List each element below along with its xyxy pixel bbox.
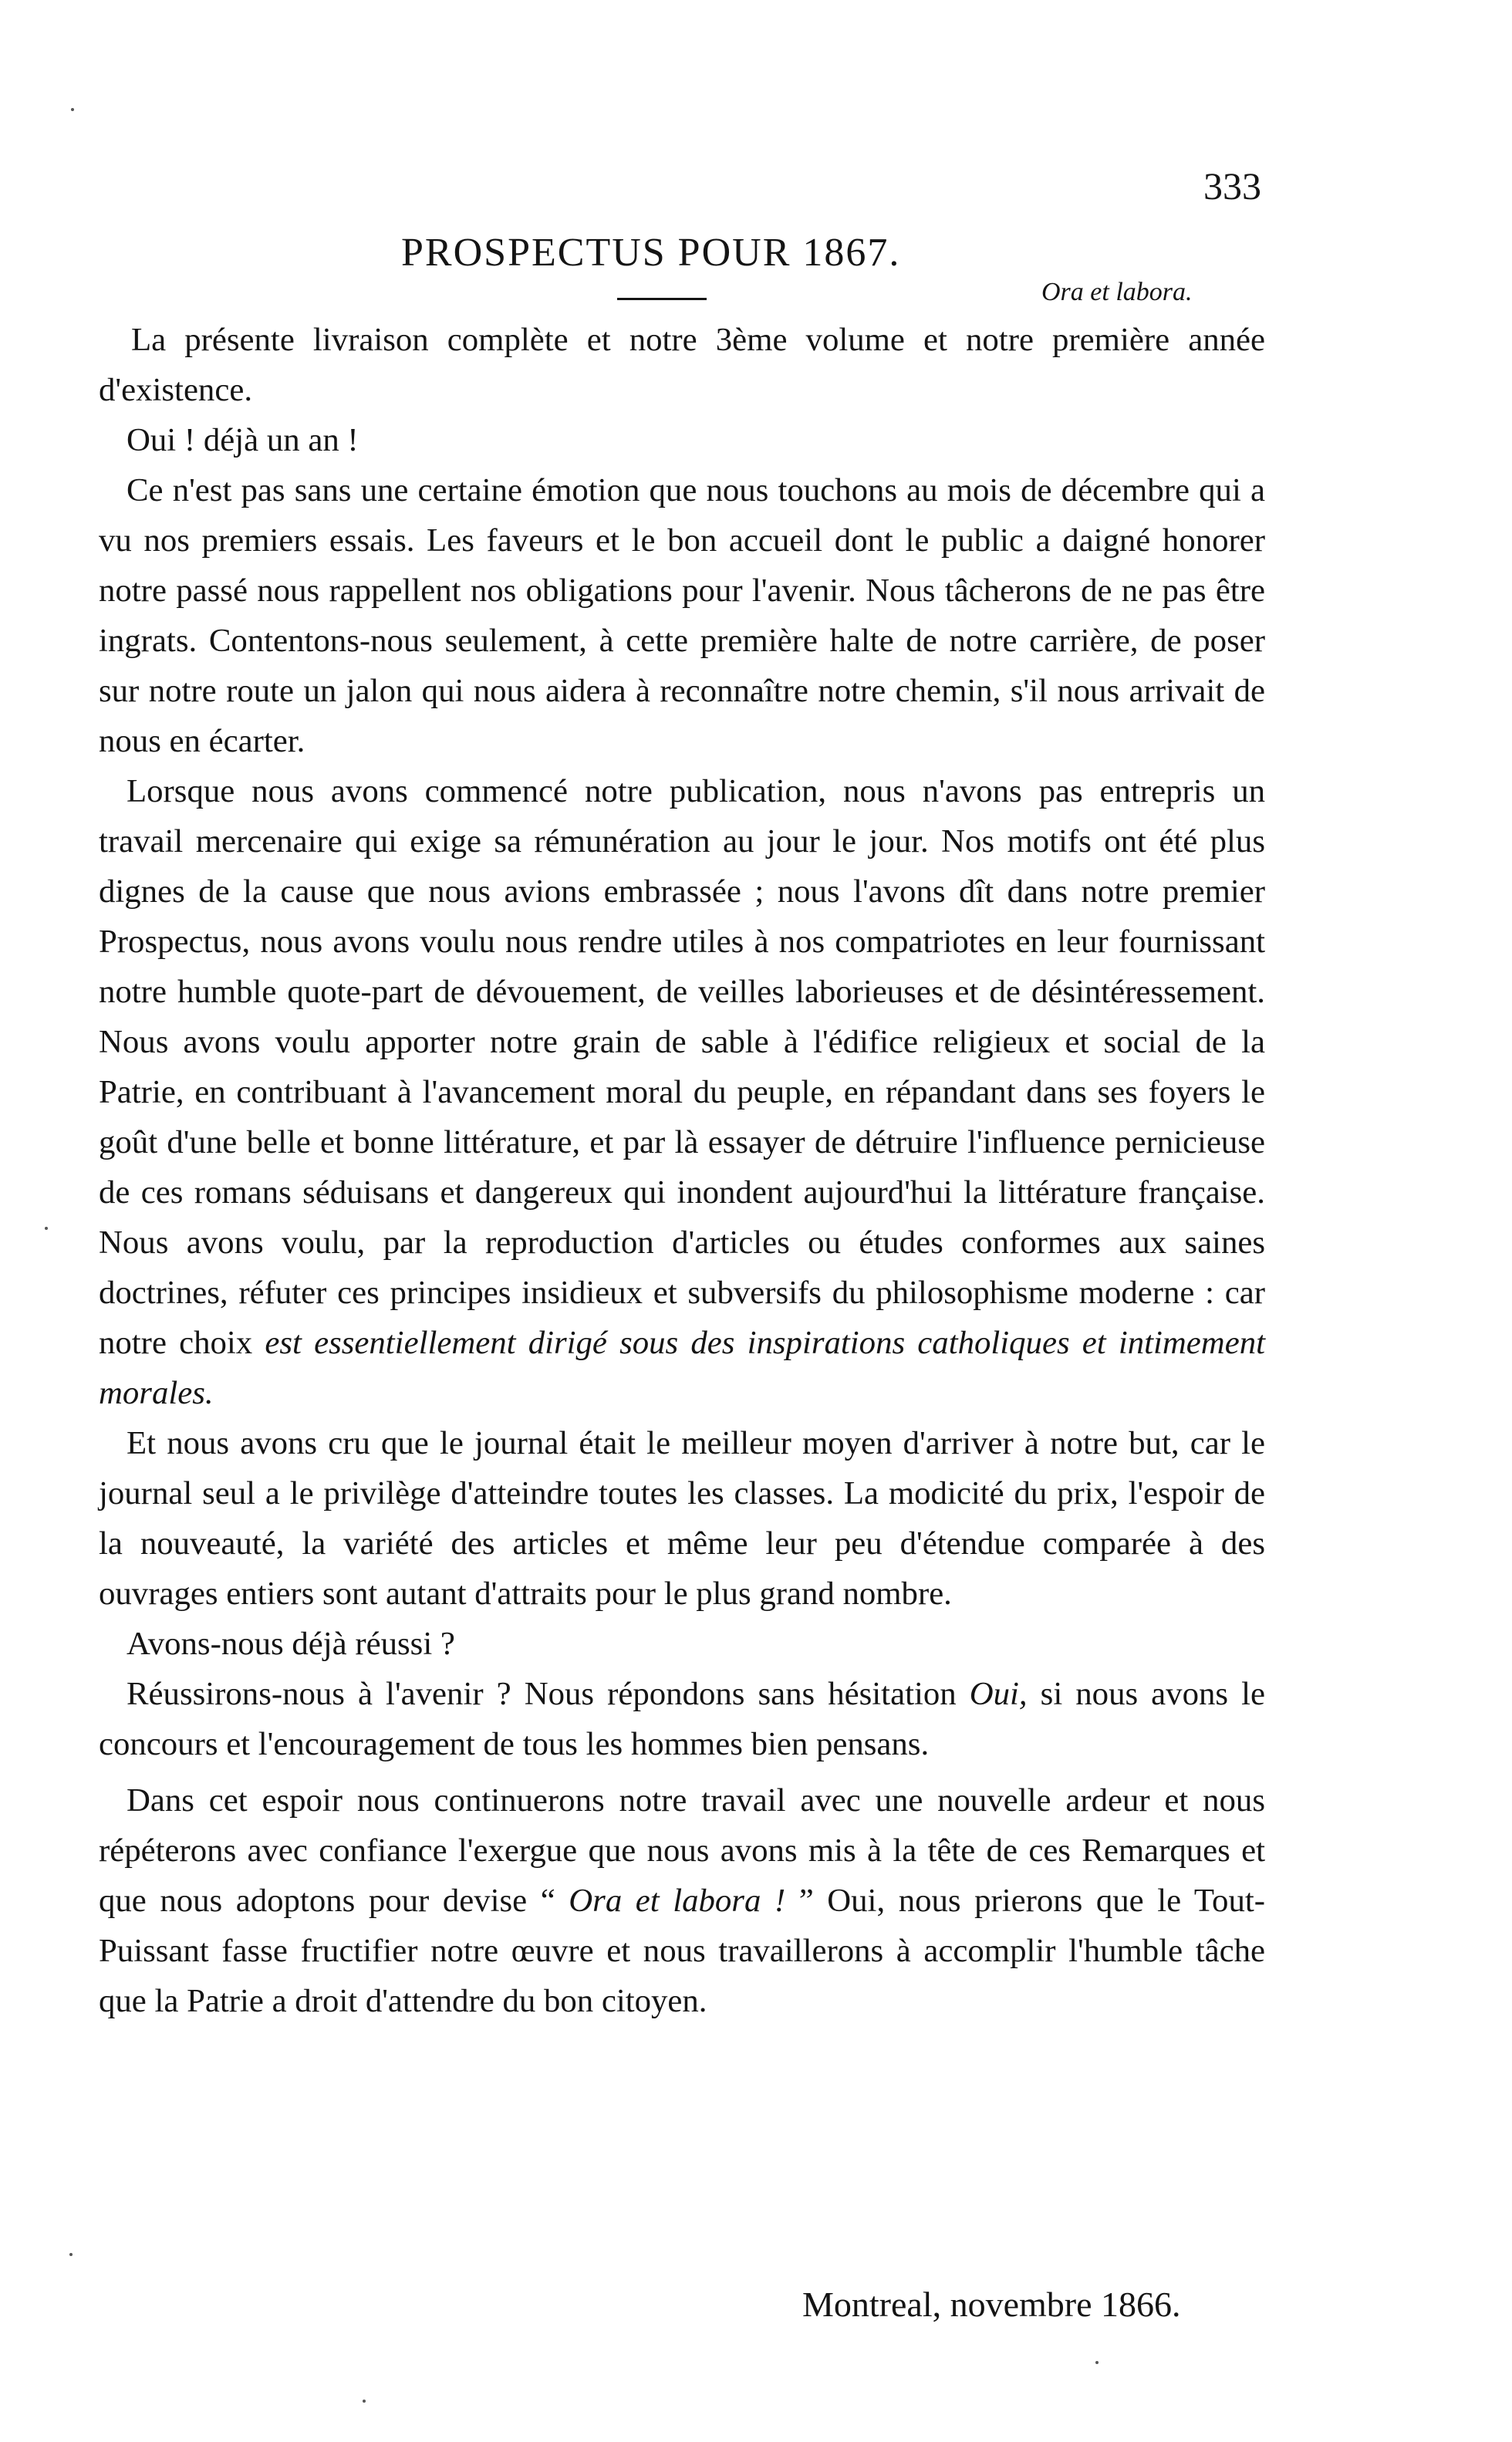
scan-speck — [363, 2400, 366, 2403]
page-title: PROSPECTUS POUR 1867. — [401, 231, 901, 275]
epigraph: Ora et labora. — [1041, 278, 1193, 306]
paragraph: Ce n'est pas sans une certaine émotion que nous touchons au mois de décembre qui a vu nos premiers essais. Les faveurs et le bon accueil dont le public a daigné honorer notre passé nous rappellent nos obligations pour l'avenir. Nous tâcherons de ne pas être ingrats. Contentons-nous seulement, à cette première halte de notre carrière, de poser sur notre route un jalon qui nous aidera à reconnaître notre chemin, s'il nous arrivait de nous en écarter. — [99, 472, 1265, 759]
paragraph-italic-text: Oui, — [969, 1676, 1028, 1712]
paragraph-text: Lorsque nous avons commencé notre publication, nous n'avons pas entrepris un travail mercenaire qui exige sa rémunération au jour le jour. Nos motifs ont été plus dignes de la cause que nous avions embrassée ; nous l'avons dît dans notre premier Prospectus, nous avons voulu nous rendre utiles à nos compatriotes en leur fournissant notre humble quote-part de dévouement, de veilles laborieuses et de désintéressement. Nous avons voulu apporter notre grain de sable à l'édifice religieux et social de la Patrie, en contribuant à l'avancement moral du peuple, en répandant dans ses foyers le goût d'une belle et bonne littérature, et par là essayer de détruire l'influence pernicieuse de ces romans séduisans et dangereux qui inondent aujourd'hui la littérature française. Nous avons voulu, par la reproduction d'articles ou études conformes aux saines doctrines, réfuter ces principes insidieux et subversifs du philosophisme moderne : car notre choix — [99, 773, 1265, 1361]
title-rule — [617, 298, 707, 300]
paragraph: La présente livraison complète et notre 3ème volume et notre première année d'existence. — [99, 322, 1265, 408]
paragraph: Avons-nous déjà réussi ? — [127, 1626, 455, 1662]
paragraph-italic-text: Ora et labora ! — [569, 1883, 786, 1919]
scan-speck — [1095, 2361, 1099, 2364]
paragraph-italic-text: est essentiellement dirigé sous des inspirations catholiques et intimement morales. — [99, 1325, 1265, 1411]
page-number: 333 — [1203, 164, 1261, 208]
scan-speck — [69, 2253, 73, 2256]
paragraph — [99, 1669, 1265, 1769]
paragraph: Et nous avons cru que le journal était le meilleur moyen d'arriver à notre but, car le journal seul a le privilège d'atteindre toutes les classes. La modicité du prix, l'espoir de la nouveauté, la variété des articles et même leur peu d'étendue comparée à des ouvrages entiers sont autant d'attraits pour le plus grand nombre. — [99, 1425, 1265, 1612]
scan-speck — [71, 108, 74, 111]
scan-speck — [45, 1227, 48, 1230]
paragraph-text: Dans cet espoir nous continuerons notre travail avec une nouvelle ardeur et nous répéterons avec confiance l'exergue que nous avons mis à la tête de ces Remarques et que nous adoptons pour devise “ — [99, 1782, 1265, 1919]
body-text — [99, 315, 1265, 2026]
signature: Montreal, novembre 1866. — [802, 2285, 1181, 2324]
paragraph: Oui ! déjà un an ! — [127, 422, 359, 458]
paragraph — [99, 766, 1265, 1418]
paragraph-text: Réussirons-nous à l'avenir ? Nous répondons sans hésitation — [127, 1676, 970, 1712]
paragraph-text: ” Oui, nous prierons que le Tout-Puissant fasse fructifier notre œuvre et nous travaillerons à accomplir l'humble tâche que la Patrie a droit d'attendre du bon citoyen. — [99, 1883, 1265, 2019]
paragraph — [99, 1775, 1265, 2026]
paragraph-text: si nous avons le concours et l'encouragement de tous les hommes bien pensans. — [99, 1676, 1265, 1762]
